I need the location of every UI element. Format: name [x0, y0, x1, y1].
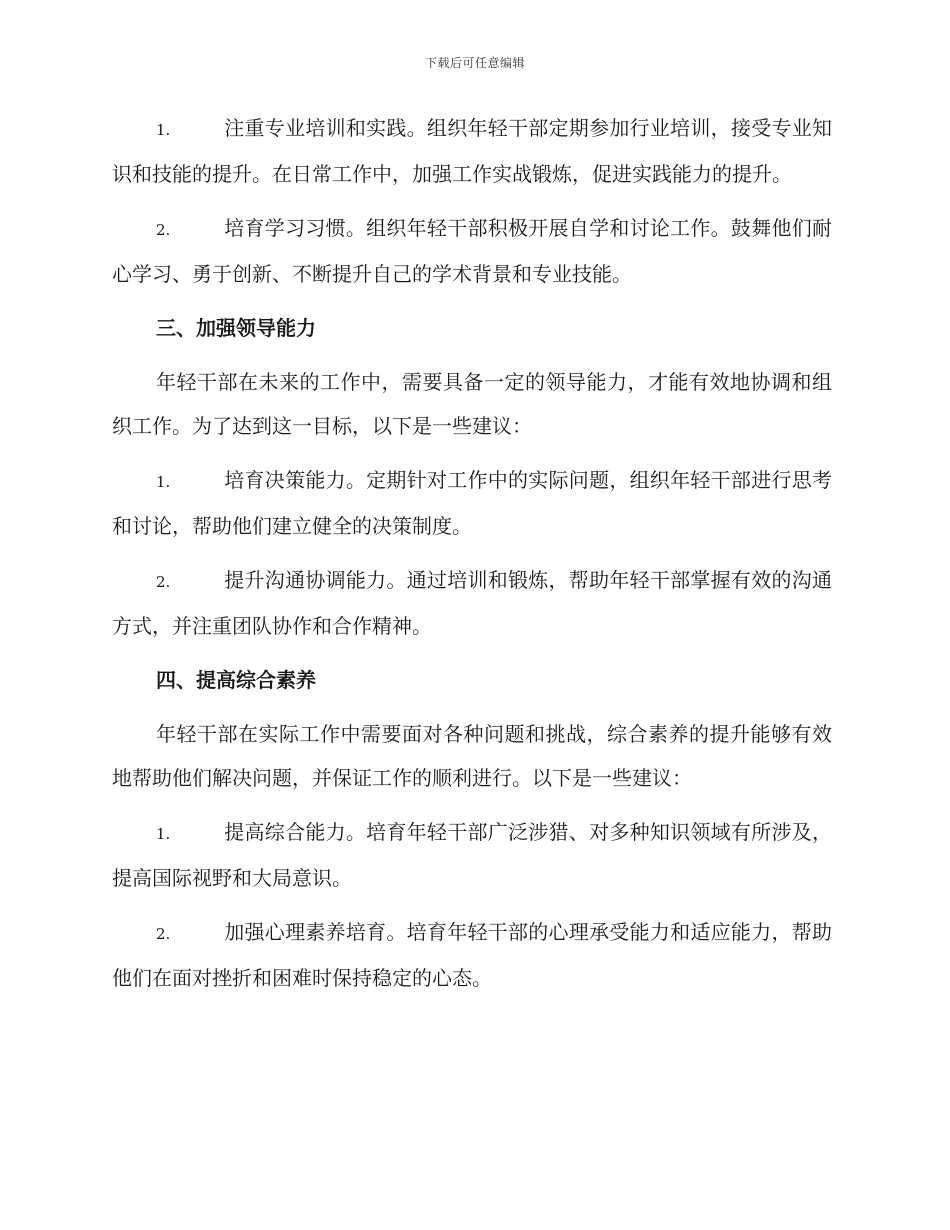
list-number: 2. [156, 221, 171, 239]
list-number: 2. [156, 573, 171, 591]
page-header: 下载后可任意编辑 [424, 56, 525, 70]
list-item [112, 810, 832, 900]
document-body [112, 106, 832, 1010]
list-number: 1. [156, 121, 171, 139]
list-item [112, 206, 832, 296]
list-number: 1. [156, 473, 171, 491]
list-number: 1. [156, 825, 171, 843]
list-text: 提高综合能力。培育年轻干部广泛涉猎、对多种知识领域有所涉及，提高国际视野和大局意识。 [112, 820, 832, 890]
section-heading: 四、提高综合素养 [156, 668, 316, 692]
paragraph: 年轻干部在未来的工作中，需要具备一定的领导能力，才能有效地协调和组织工作。为了达到这一目标，以下是一些建议： [112, 370, 832, 438]
list-text: 培育决策能力。定期针对工作中的实际问题，组织年轻干部进行思考和讨论，帮助他们建立健全的决策制度。 [112, 468, 832, 538]
list-number: 2. [156, 925, 171, 943]
list-item [112, 558, 832, 648]
paragraph: 年轻干部在实际工作中需要面对各种问题和挑战，综合素养的提升能够有效地帮助他们解决问题，并保证工作的顺利进行。以下是一些建议： [112, 722, 832, 790]
list-text: 加强心理素养培育。培育年轻干部的心理承受能力和适应能力，帮助他们在面对挫折和困难时保持稳定的心态。 [112, 920, 832, 990]
list-text: 培育学习习惯。组织年轻干部积极开展自学和讨论工作。鼓舞他们耐心学习、勇于创新、不断提升自己的学术背景和专业技能。 [112, 216, 832, 286]
list-item [112, 106, 832, 196]
section-heading: 三、加强领导能力 [156, 316, 316, 340]
list-item [112, 910, 832, 1000]
list-text: 提升沟通协调能力。通过培训和锻炼，帮助年轻干部掌握有效的沟通方式，并注重团队协作和合作精神。 [112, 568, 832, 638]
list-text: 注重专业培训和实践。组织年轻干部定期参加行业培训，接受专业知识和技能的提升。在日常工作中，加强工作实战锻炼，促进实践能力的提升。 [112, 116, 832, 186]
list-item [112, 458, 832, 548]
